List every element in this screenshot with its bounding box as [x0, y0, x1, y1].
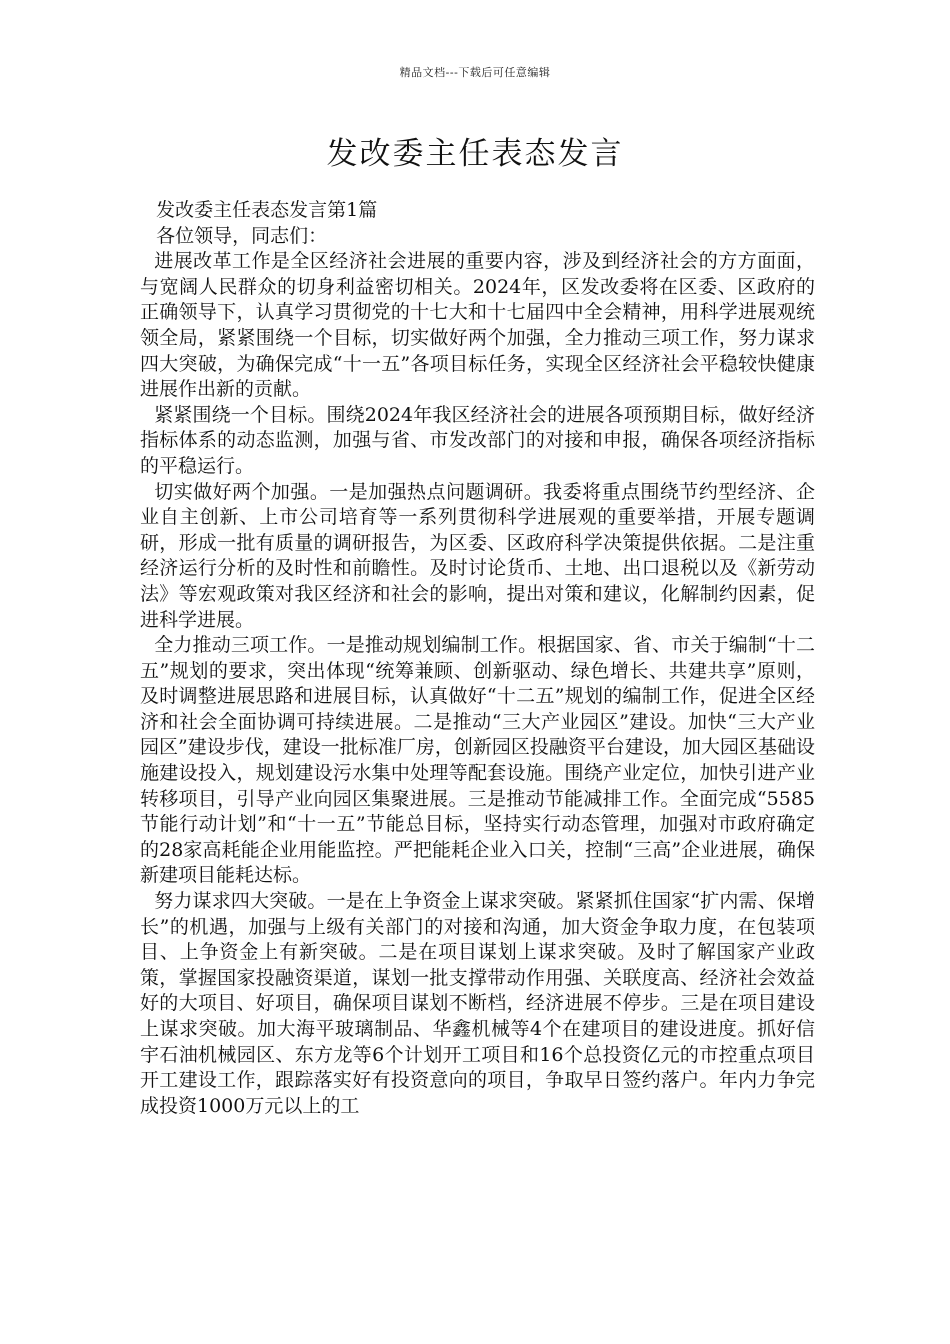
- document-body: [140, 198, 815, 1119]
- paragraph-four-breakthroughs: 努力谋求四大突破。一是在上争资金上谋求突破。紧紧抓住国家“扩内需、保增长”的机遇，加强与上级有关部门的对接和沟通，加大资金争取力度，在包装项目、上争资金上有新突破。二是在项目谋划上谋求突破。及时了解国家产业政策，掌握国家投融资渠道，谋划一批支撑带动作用强、关联度高、经济社会效益好的大项目、好项目，确保项目谋划不断档，经济进展不停步。三是在项目建设上谋求突破。加大海平玻璃制品、华鑫机械等4个在建项目的建设进度。抓好信宇石油机械园区、东方龙等6个计划开工项目和16个总投资亿元的市控重点项目开工建设工作，跟踪落实好有投资意向的项目，争取早日签约落户。年内力争完成投资1000万元以上的工: [140, 890, 815, 1117]
- document-title: 发改委主任表态发言: [326, 136, 624, 172]
- paragraph-three-tasks: 全力推动三项工作。一是推动规划编制工作。根据国家、省、市关于编制“十二五”规划的要求，突出体现“统筹兼顾、创新驱动、绿色增长、共建共享”原则，及时调整进展思路和进展目标，认真做好“十二五”规划的编制工作，促进全区经济和社会全面协调可持续进展。二是推动“三大产业园区”建设。加快“三大产业园区”建设步伐，建设一批标准厂房，创新园区投融资平台建设，加大园区基础设施建设投入，规划建设污水集中处理等配套设施。围绕产业定位，加快引进产业转移项目，引导产业向园区集聚进展。三是推动节能减排工作。全面完成“5585节能行动计划”和“十一五”节能总目标，坚持实行动态管理，加强对市政府确定的28家高耗能企业用能监控。严把能耗企业入口关，控制“三高”企业进展，确保新建项目能耗达标。: [140, 634, 815, 887]
- salutation: 各位领导，同志们：: [156, 224, 328, 247]
- paragraph-one-goal: 紧紧围绕一个目标。围绕2024年我区经济社会的进展各项预期目标，做好经济指标体系的动态监测，加强与省、市发改部门的对接和申报，确保各项经济指标的平稳运行。: [140, 403, 815, 477]
- paragraph-intro: 进展改革工作是全区经济社会进展的重要内容，涉及到经济社会的方方面面，与宽阔人民群众的切身利益密切相关。2024年，区发改委将在区委、区政府的正确领导下，认真学习贯彻党的十七大和十七届四中全会精神，用科学进展观统领全局，紧紧围绕一个目标，切实做好两个加强，全力推动三项工作，努力谋求四大突破，为确保完成“十一五”各项目标任务，实现全区经济社会平稳较快健康进展作出新的贡献。: [140, 250, 815, 401]
- section-subtitle: 发改委主任表态发言第1篇: [156, 199, 378, 221]
- header-note: 精品文档---下载后可任意编辑: [399, 66, 551, 79]
- paragraph-two-strengthen: 切实做好两个加强。一是加强热点问题调研。我委将重点围绕节约型经济、企业自主创新、上市公司培育等一系列贯彻科学进展观的重要举措，开展专题调研，形成一批有质量的调研报告，为区委、区政府科学决策提供依据。二是注重经济运行分析的及时性和前瞻性。及时讨论货币、土地、出口退税以及《新劳动法》等宏观政策对我区经济和社会的影响，提出对策和建议，化解制约因素，促进科学进展。: [140, 480, 815, 631]
